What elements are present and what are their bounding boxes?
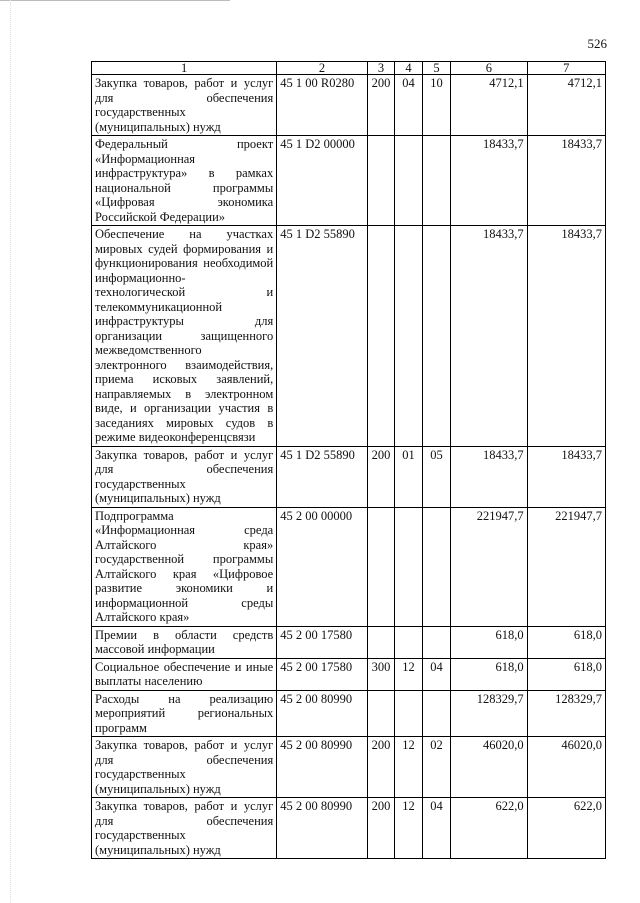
row-c5: 02 xyxy=(422,737,450,798)
row-c7: 622,0 xyxy=(527,798,605,859)
row-c7: 128329,7 xyxy=(527,690,605,737)
row-code: 45 1 D2 55890 xyxy=(277,446,368,507)
row-name: Обеспечение на участках мировых судей формирования и функционирования необходимой информационно-технологической и телекоммуникационной инфраструктуры для организации защищенного межведомственного электронного взаимодействия, приема исковых заявлений, направляемых в электронном виде, и организации участия в заседаниях мировых судов в режиме видеоконференцсвязи xyxy=(92,226,277,447)
header-row xyxy=(92,62,606,75)
row-c3: 200 xyxy=(367,446,394,507)
row-c6: 4712,1 xyxy=(451,75,527,136)
row-c3: 200 xyxy=(367,737,394,798)
row-c5: 04 xyxy=(422,798,450,859)
table-row xyxy=(92,446,606,507)
table-row xyxy=(92,136,606,226)
row-c6: 18433,7 xyxy=(451,226,527,447)
row-c4 xyxy=(395,690,422,737)
row-name: Закупка товаров, работ и услуг для обеспечения государственных (муниципальных) нужд xyxy=(92,75,277,136)
row-name: Социальное обеспечение и иные выплаты населению xyxy=(92,658,277,690)
row-c4: 04 xyxy=(395,75,422,136)
row-c4 xyxy=(395,626,422,658)
left-margin-line xyxy=(10,0,11,903)
row-c4: 01 xyxy=(395,446,422,507)
row-c7: 4712,1 xyxy=(527,75,605,136)
row-c4: 12 xyxy=(395,658,422,690)
row-c6: 46020,0 xyxy=(451,737,527,798)
row-c5: 05 xyxy=(422,446,450,507)
row-code: 45 2 00 80990 xyxy=(277,690,368,737)
header-col-7: 7 xyxy=(527,62,605,75)
row-c5: 04 xyxy=(422,658,450,690)
row-code: 45 2 00 17580 xyxy=(277,626,368,658)
row-c7: 618,0 xyxy=(527,658,605,690)
row-c3: 200 xyxy=(367,75,394,136)
row-c4 xyxy=(395,507,422,626)
header-col-1: 1 xyxy=(92,62,277,75)
top-edge-line xyxy=(0,0,230,1)
row-c4 xyxy=(395,136,422,226)
table-row xyxy=(92,690,606,737)
row-code: 45 2 00 17580 xyxy=(277,658,368,690)
row-name: Федеральный проект «Информационная инфраструктура» в рамках национальной программы «Цифровая экономика Российской Федерации» xyxy=(92,136,277,226)
row-c6: 618,0 xyxy=(451,658,527,690)
row-c5 xyxy=(422,507,450,626)
table-row xyxy=(92,658,606,690)
header-col-6: 6 xyxy=(451,62,527,75)
row-name: Закупка товаров, работ и услуг для обеспечения государственных (муниципальных) нужд xyxy=(92,737,277,798)
row-c4: 12 xyxy=(395,798,422,859)
row-name: Подпрограмма «Информационная среда Алтайского края» государственной программы Алтайского края «Цифровое развитие экономики и информационной среды Алтайского края» xyxy=(92,507,277,626)
table-row xyxy=(92,226,606,447)
row-c7: 618,0 xyxy=(527,626,605,658)
header-col-5: 5 xyxy=(422,62,450,75)
row-c5: 10 xyxy=(422,75,450,136)
row-code: 45 1 D2 00000 xyxy=(277,136,368,226)
row-name: Закупка товаров, работ и услуг для обеспечения государственных (муниципальных) нужд xyxy=(92,446,277,507)
row-c7: 18433,7 xyxy=(527,136,605,226)
table-row xyxy=(92,75,606,136)
row-c6: 622,0 xyxy=(451,798,527,859)
header-col-3: 3 xyxy=(367,62,394,75)
row-c3 xyxy=(367,507,394,626)
row-name: Закупка товаров, работ и услуг для обеспечения государственных (муниципальных) нужд xyxy=(92,798,277,859)
row-c7: 18433,7 xyxy=(527,446,605,507)
row-code: 45 1 00 R0280 xyxy=(277,75,368,136)
row-c3 xyxy=(367,690,394,737)
header-col-4: 4 xyxy=(395,62,422,75)
budget-table xyxy=(91,61,606,859)
row-c7: 46020,0 xyxy=(527,737,605,798)
row-c6: 18433,7 xyxy=(451,136,527,226)
row-c6: 618,0 xyxy=(451,626,527,658)
row-c4 xyxy=(395,226,422,447)
row-c5 xyxy=(422,690,450,737)
row-c5 xyxy=(422,226,450,447)
row-c6: 18433,7 xyxy=(451,446,527,507)
row-c5 xyxy=(422,626,450,658)
row-code: 45 2 00 00000 xyxy=(277,507,368,626)
header-col-2: 2 xyxy=(277,62,368,75)
table-row xyxy=(92,507,606,626)
table-row xyxy=(92,626,606,658)
row-code: 45 2 00 80990 xyxy=(277,737,368,798)
table-row xyxy=(92,798,606,859)
row-c3 xyxy=(367,136,394,226)
row-name: Расходы на реализацию мероприятий региональных программ xyxy=(92,690,277,737)
row-c4: 12 xyxy=(395,737,422,798)
page-number: 526 xyxy=(587,36,607,51)
row-c3 xyxy=(367,626,394,658)
row-name: Премии в области средств массовой информации xyxy=(92,626,277,658)
row-code: 45 2 00 80990 xyxy=(277,798,368,859)
row-code: 45 1 D2 55890 xyxy=(277,226,368,447)
table-row xyxy=(92,737,606,798)
row-c6: 128329,7 xyxy=(451,690,527,737)
row-c3 xyxy=(367,226,394,447)
row-c7: 221947,7 xyxy=(527,507,605,626)
row-c5 xyxy=(422,136,450,226)
row-c6: 221947,7 xyxy=(451,507,527,626)
row-c3: 300 xyxy=(367,658,394,690)
row-c3: 200 xyxy=(367,798,394,859)
row-c7: 18433,7 xyxy=(527,226,605,447)
